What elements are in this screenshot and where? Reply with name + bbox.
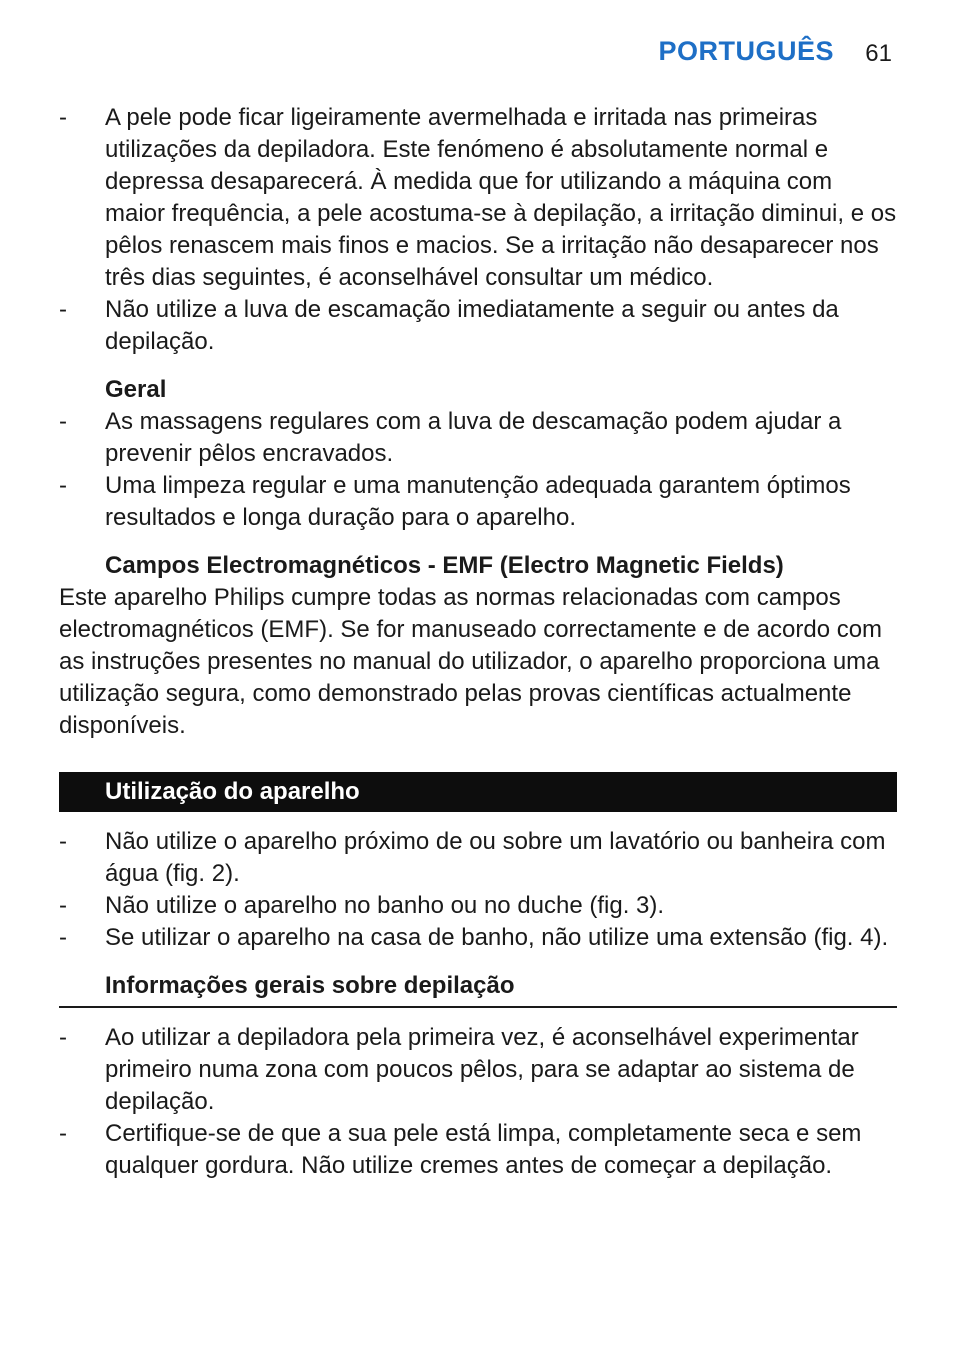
- bullet-text: Se utilizar o aparelho na casa de banho, não utilize uma extensão (fig. 4).: [105, 924, 889, 951]
- bullet-dash: -: [59, 924, 67, 951]
- bullet-dash: -: [59, 408, 67, 435]
- bullet-text: Ao utilizar a depiladora pela primeira vez, é aconselhável experimentar primeiro numa zona com poucos pêlos, para se adaptar ao sistema de depilação.: [105, 1024, 859, 1115]
- page-number: 61: [865, 40, 892, 67]
- bullet-dash: -: [59, 1024, 67, 1051]
- bullet-text: Não utilize a luva de escamação imediatamente a seguir ou antes da depilação.: [105, 296, 839, 355]
- bullet-dash: -: [59, 104, 67, 131]
- bullet-dash: -: [59, 828, 67, 855]
- emf-heading: Campos Electromagnéticos - EMF (Electro Magnetic Fields): [105, 552, 784, 579]
- list-item: [59, 922, 897, 954]
- list-item: [59, 470, 897, 534]
- emf-paragraph: Este aparelho Philips cumpre todas as normas relacionadas com campos electromagnéticos (EMF). Se for manuseado correctamente e de acordo com as instruções presentes no manual do utilizador, o aparelho proporciona uma utilização segura, como demonstrado pelas provas científicas actualmente disponíveis.: [59, 584, 883, 739]
- bullet-text: Não utilize o aparelho próximo de ou sobre um lavatório ou banheira com água (fig. 2).: [105, 828, 886, 887]
- bullet-dash: -: [59, 296, 67, 323]
- bullet-text: Não utilize o aparelho no banho ou no duche (fig. 3).: [105, 892, 665, 919]
- bullet-text: Certifique-se de que a sua pele está limpa, completamente seca e sem qualquer gordura. Não utilize cremes antes de começar a depilação.: [105, 1120, 862, 1179]
- page-content: [59, 102, 897, 1182]
- list-item: [59, 826, 897, 890]
- bullet-text: A pele pode ficar ligeiramente avermelhada e irritada nas primeiras utilizações da depiladora. Este fenómeno é absolutamente normal e depressa desaparecerá. À medida que for utilizando a máquina com maior frequência, a pele acostuma-se à depilação, a irritação diminui, e os pêlos renascem mais finos e macios. Se a irritação não desaparecer nos três dias seguintes, é aconselhável consultar um médico.: [105, 104, 897, 291]
- list-item: [59, 406, 897, 470]
- list-item: [59, 1022, 897, 1118]
- language-header: PORTUGUÊS: [658, 36, 834, 66]
- bullet-text: Uma limpeza regular e uma manutenção adequada garantem óptimos resultados e longa duração para o aparelho.: [105, 472, 851, 531]
- bullet-dash: -: [59, 472, 67, 499]
- list-item: [59, 102, 897, 294]
- list-item: [59, 890, 897, 922]
- list-item: [59, 294, 897, 358]
- geral-heading: Geral: [105, 376, 167, 403]
- bullet-dash: -: [59, 892, 67, 919]
- general-info-heading: Informações gerais sobre depilação: [59, 970, 897, 1008]
- usage-section-bar: Utilização do aparelho: [59, 772, 897, 812]
- bullet-text: As massagens regulares com a luva de descamação podem ajudar a prevenir pêlos encravados.: [105, 408, 842, 467]
- list-item: [59, 1118, 897, 1182]
- bullet-dash: -: [59, 1120, 67, 1147]
